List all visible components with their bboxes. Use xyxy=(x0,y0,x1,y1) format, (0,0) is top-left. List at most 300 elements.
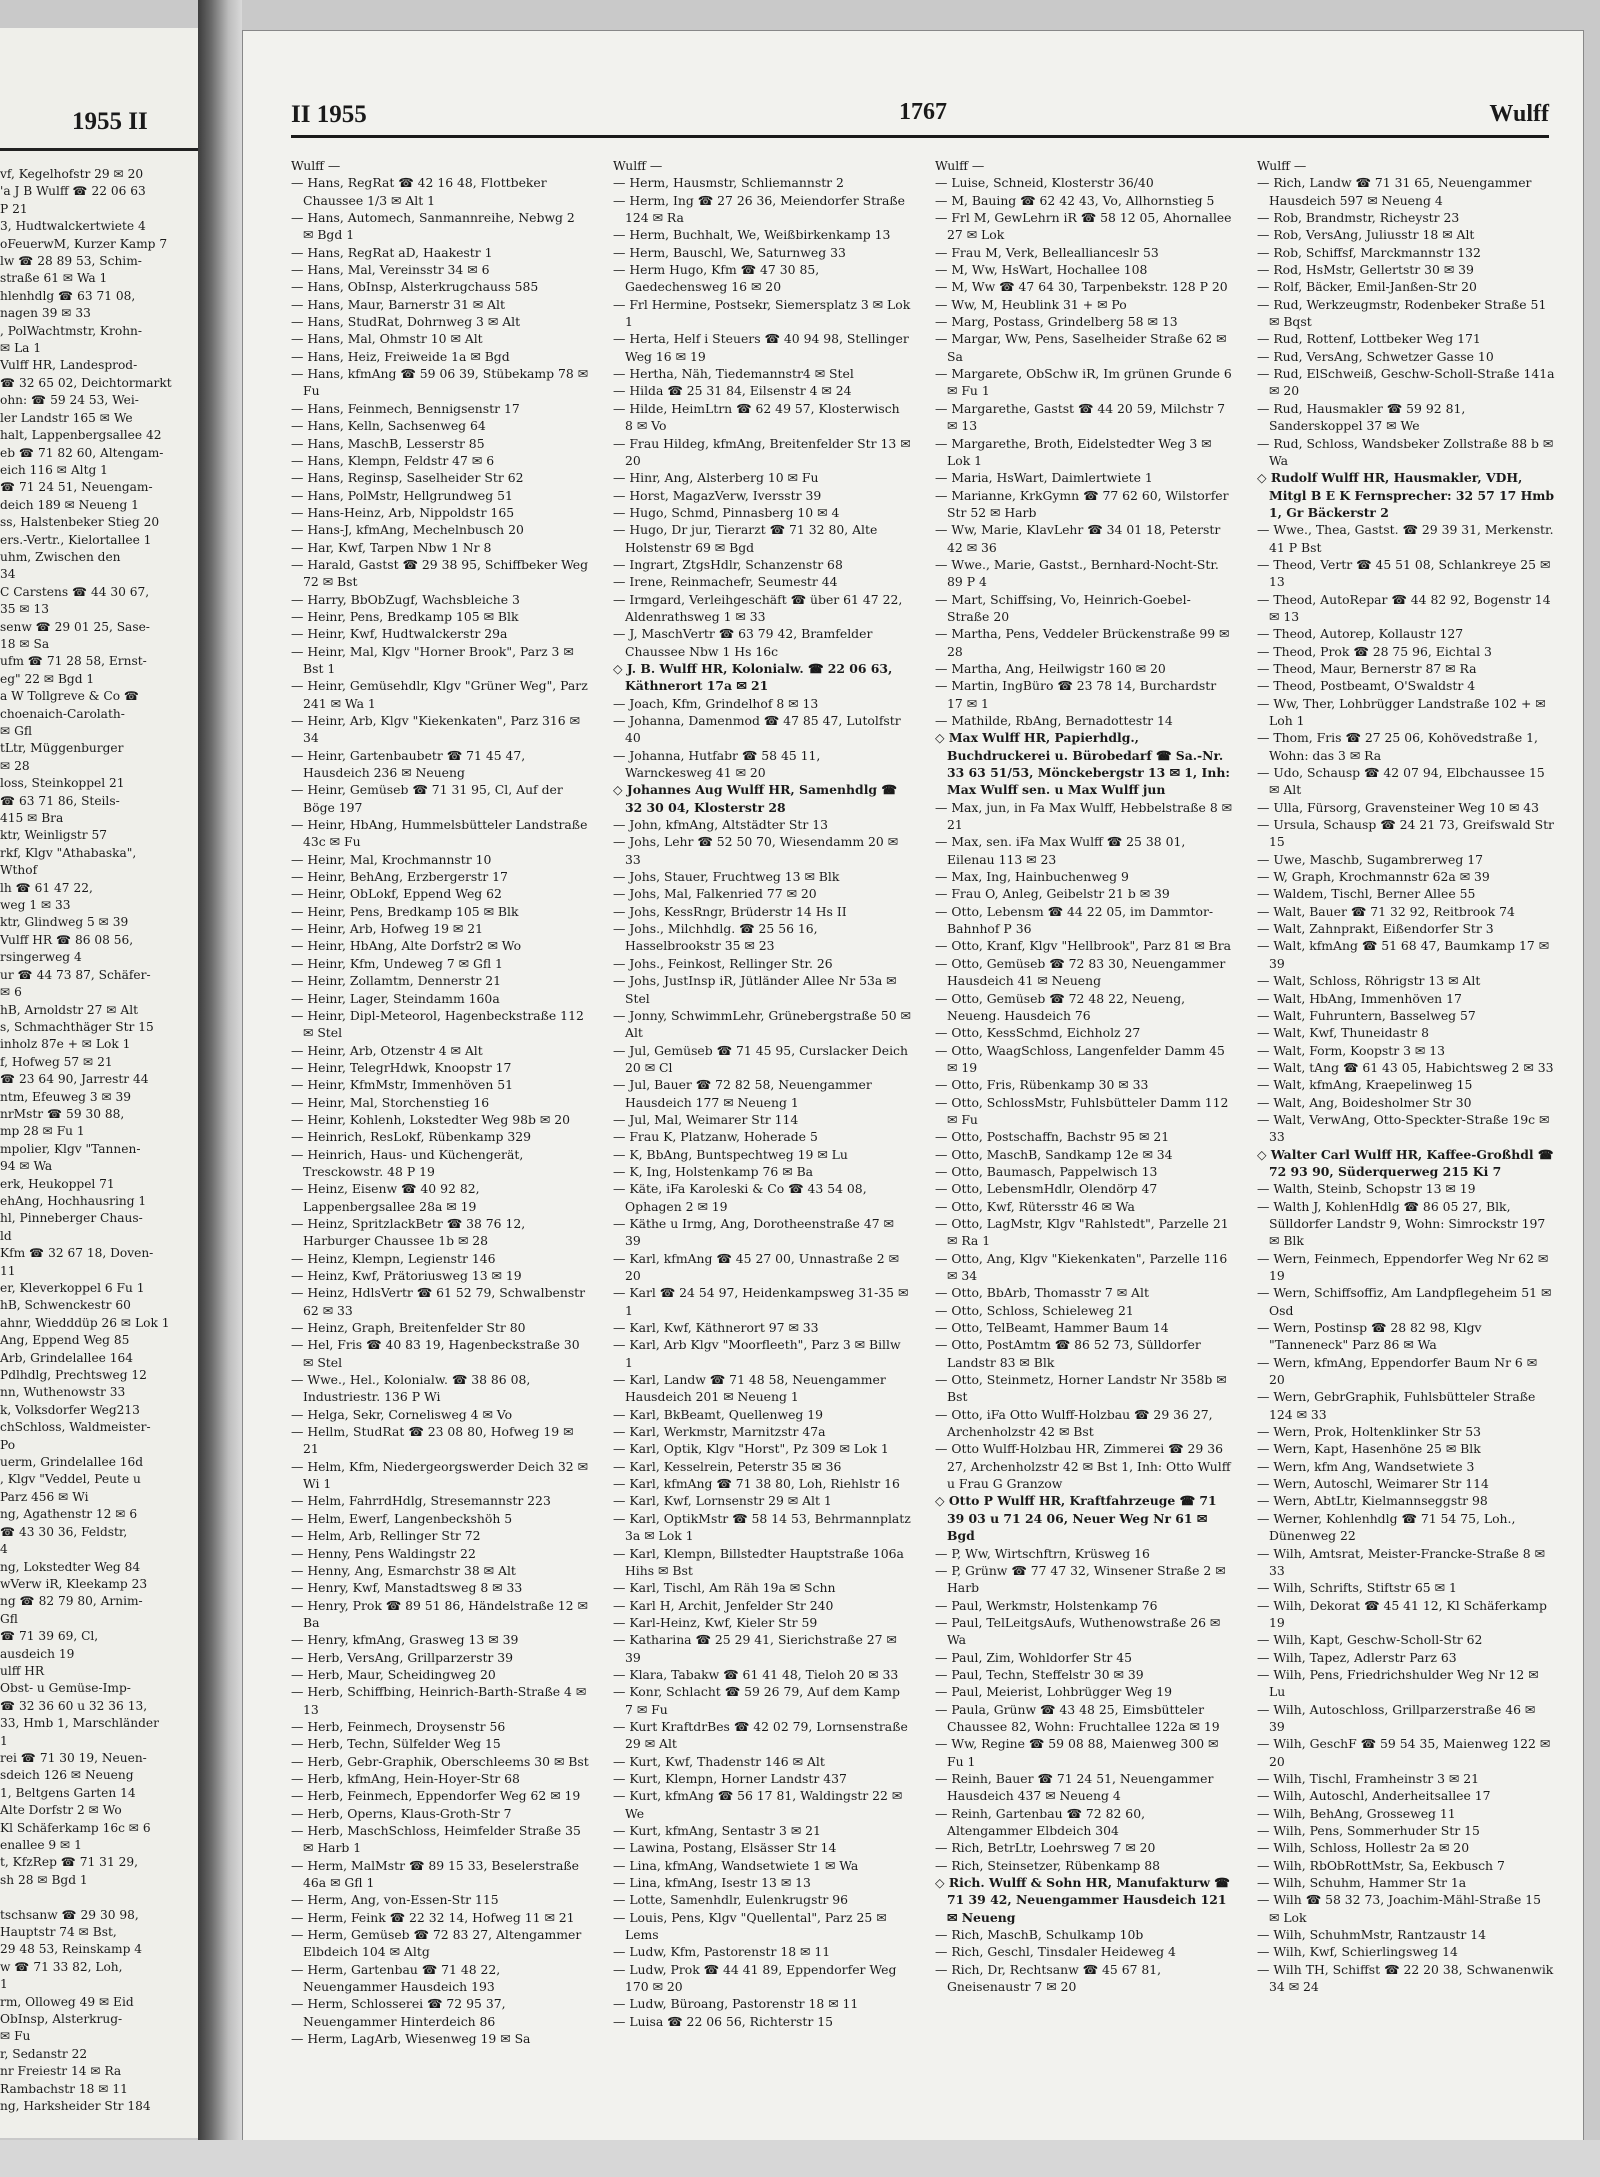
previous-page-line: hlenhdlg ☎ 63 71 08, xyxy=(0,288,136,303)
directory-entry: — Heinr, Gemüseb ☎ 71 31 95, Cl, Auf der Böge 197 xyxy=(291,782,563,815)
directory-entry: — Heinr, Mal, Klgv "Horner Brook", Parz 3 ✉ Bst 1 xyxy=(291,643,574,676)
directory-entry: — Wilh, Amtsrat, Meister-Francke-Straße 8 ✉ 33 xyxy=(1257,1545,1545,1578)
directory-entry: — Karl, Kwf, Käthnerort 97 ✉ 33 xyxy=(613,1320,819,1336)
directory-entry: — Karl, Kesselrein, Peterstr 35 ✉ 36 xyxy=(613,1458,842,1474)
directory-entry: — Käthe u Irmg, Ang, Dorotheenstraße 47 ✉ 39 xyxy=(613,1215,894,1249)
previous-page-line: k, Volksdorfer Weg213 xyxy=(0,1402,140,1417)
directory-entry: — Herm, Bauschl, We, Saturnweg 33 xyxy=(613,244,846,260)
directory-entry: — Wern, AbtLtr, Kielmannseggstr 98 xyxy=(1257,1493,1488,1509)
directory-entry: — Theod, AutoRepar ☎ 44 82 92, Bogenstr 14 ✉ 13 xyxy=(1257,591,1551,624)
previous-page-line: P 21 xyxy=(0,201,28,216)
directory-entry: — Wern, GebrGraphik, Fuhlsbütteler Straße 124 ✉ 33 xyxy=(1257,1389,1536,1422)
directory-entry: — Frau M, Verk, Belleallianceslr 53 xyxy=(935,244,1159,260)
previous-page-line: oFeuerwM, Kurzer Kamp 7 xyxy=(0,236,168,251)
directory-entry: — Herb, Operns, Klaus-Groth-Str 7 xyxy=(291,1805,512,1821)
directory-entry: — Kurt, Kwf, Thadenstr 146 ✉ Alt xyxy=(613,1753,825,1769)
directory-entry-firm: ◇ Otto P Wulff HR, Kraftfahrzeuge ☎ 71 39 03 u 71 24 06, Neuer Weg Nr 61 ✉ Bgd xyxy=(935,1493,1217,1544)
directory-entry: — Heinrich, ResLokf, Rübenkamp 329 xyxy=(291,1129,532,1145)
directory-entry: — Paul, TelLeitgsAufs, Wuthenowstraße 26 ✉ Wa xyxy=(935,1614,1221,1648)
directory-entry: — Martha, Ang, Heilwigstr 160 ✉ 20 xyxy=(935,660,1166,676)
directory-entry: — Hellm, StudRat ☎ 23 08 80, Hofweg 19 ✉ 21 xyxy=(291,1424,574,1457)
previous-page-line: nrMstr ☎ 59 30 88, xyxy=(0,1106,125,1121)
previous-page-line: loss, Steinkoppel 21 xyxy=(0,776,125,791)
directory-entry: — Katharina ☎ 25 29 41, Sierichstraße 27 ✉ 39 xyxy=(613,1632,897,1665)
previous-page-line: 33, Hmb 1, Marschländer xyxy=(0,1716,159,1731)
directory-entry: — Rich, MaschB, Schulkamp 10b xyxy=(935,1927,1144,1943)
previous-page-line: ng ☎ 82 79 80, Arnim- xyxy=(0,1594,143,1609)
directory-entry: — Karl, Kwf, Lornsenstr 29 ✉ Alt 1 xyxy=(613,1493,832,1509)
page-number: 1767 xyxy=(899,99,947,125)
directory-entry: — Hans, Heiz, Freiweide 1a ✉ Bgd xyxy=(291,348,510,364)
directory-entry: — Rolf, Bäcker, Emil-Janßen-Str 20 xyxy=(1257,279,1477,295)
previous-page-line: ufm ☎ 71 28 58, Ernst- xyxy=(0,654,147,669)
directory-entry: — Jonny, SchwimmLehr, Grünebergstraße 50 ✉ Alt xyxy=(613,1007,911,1041)
directory-entry: — Herm, Schlosserei ☎ 72 95 37, Neuengammer Hinterdeich 86 xyxy=(291,1996,506,2029)
previous-page-line: vf, Kegelhofstr 29 ✉ 20 xyxy=(0,167,144,181)
directory-entry-firm: ◇ Rudolf Wulff HR, Hausmakler, VDH, Mitgl B E K Fernsprecher: 32 57 17 Hmb 1, Gr Bäckerstr 2 xyxy=(1257,470,1555,520)
directory-entry: — Walt, Schloss, Röhrigstr 13 ✉ Alt xyxy=(1257,973,1481,989)
directory-entry: — Hans-Heinz, Arb, Nippoldstr 165 xyxy=(291,504,515,520)
previous-page-line: 1, Beltgens Garten 14 xyxy=(0,1785,136,1800)
previous-page-line: ☎ 32 36 60 u 32 36 13, xyxy=(0,1698,148,1713)
directory-entry: — Helm, Kfm, Niedergeorgswerder Deich 32 ✉ Wi 1 xyxy=(291,1458,588,1492)
scan-margin xyxy=(0,2140,1600,2177)
directory-entry: — Otto, TelBeamt, Hammer Baum 14 xyxy=(935,1320,1169,1336)
previous-page-line: 4 xyxy=(0,1542,8,1557)
directory-entry: — Rich, BetrLtr, Loehrsweg 7 ✉ 20 xyxy=(935,1840,1156,1856)
directory-entry: — Hugo, Dr jur, Tierarzt ☎ 71 32 80, Alte Holstenstr 69 ✉ Bgd xyxy=(613,522,878,555)
previous-page-line: ss, Halstenbeker Stieg 20 xyxy=(0,515,160,530)
directory-entry: — M, Ww ☎ 47 64 30, Tarpenbekstr. 128 P 20 xyxy=(935,279,1228,295)
directory-entry: — Walt, kfmAng ☎ 51 68 47, Baumkamp 17 ✉ 39 xyxy=(1257,938,1550,971)
directory-entry: — Herb, Feinmech, Eppendorfer Weg 62 ✉ 19 xyxy=(291,1788,581,1804)
directory-entry: — Wilh, Schloss, Hollestr 2a ✉ 20 xyxy=(1257,1840,1470,1856)
directory-entry: — Irmgard, Verleihgeschäft ☎ über 61 47 22, Aldenrathsweg 1 ✉ 33 xyxy=(613,591,903,624)
previous-page-line: ☎ 63 71 86, Steils- xyxy=(0,793,120,808)
directory-entry: — Heinr, Kwf, Hudtwalckerstr 29a xyxy=(291,626,508,642)
directory-entry: — Lina, kfmAng, Wandsetwiete 1 ✉ Wa xyxy=(613,1857,859,1873)
directory-entry: — Paul, Meierist, Lohbrügger Weg 19 xyxy=(935,1684,1172,1700)
directory-entry: — Frau K, Platzanw, Hoherade 5 xyxy=(613,1129,818,1145)
previous-page-line: Hauptstr 74 ✉ Bst, xyxy=(0,1925,117,1940)
directory-entry: — Max, Ing, Hainbuchenweg 9 xyxy=(935,869,1129,885)
directory-entry: — Heinr, Arb, Hofweg 19 ✉ 21 xyxy=(291,921,483,937)
previous-page-line: tLtr, Müggenburger xyxy=(0,741,124,756)
previous-page-line: eich 116 ✉ Altg 1 xyxy=(0,462,108,477)
directory-entry: — Marg, Postass, Grindelberg 58 ✉ 13 xyxy=(935,314,1178,330)
directory-entry: — Heinr, Mal, Storchenstieg 16 xyxy=(291,1094,490,1110)
previous-page-line: 34 xyxy=(0,567,16,582)
directory-entry: — Heinr, TelegrHdwk, Knoopstr 17 xyxy=(291,1059,512,1075)
directory-entry: — W, Graph, Krochmannstr 62a ✉ 39 xyxy=(1257,869,1490,885)
directory-entry: — Johanna, Damenmod ☎ 47 85 47, Lutolfstr 40 xyxy=(613,713,901,746)
directory-entry: — Wern, Autoschl, Weimarer Str 114 xyxy=(1257,1476,1489,1492)
page-edition: II 1955 xyxy=(291,101,367,128)
directory-entry: — Hans, StudRat, Dohrnweg 3 ✉ Alt xyxy=(291,314,521,330)
previous-page-line: Kfm ☎ 32 67 18, Doven- xyxy=(0,1246,154,1261)
directory-entry: — Karl, Klempn, Billstedter Hauptstraße 106a Hihs ✉ Bst xyxy=(613,1545,904,1578)
directory-entry: — Heinr, Gartenbaubetr ☎ 71 45 47, Hausdeich 236 ✉ Neueng xyxy=(291,747,526,781)
previous-page-line: ✉ Fu xyxy=(0,2029,31,2044)
directory-entry: — Wilh TH, Schiffst ☎ 22 20 38, Schwanenwik 34 ✉ 24 xyxy=(1257,1961,1554,1995)
directory-entry: — Walt, tAng ☎ 61 43 05, Habichtsweg 2 ✉ 33 xyxy=(1257,1059,1554,1075)
directory-entry: — Karl, kfmAng ☎ 45 27 00, Unnastraße 2 ✉ 20 xyxy=(613,1250,899,1283)
previous-page-line: chSchloss, Waldmeister- xyxy=(0,1420,151,1435)
previous-page-line: lw ☎ 28 89 53, Schim- xyxy=(0,254,142,269)
previous-page-line: sdeich 126 ✉ Neueng xyxy=(0,1768,134,1783)
directory-entry: — Hinr, Ang, Alsterberg 10 ✉ Fu xyxy=(613,470,819,486)
previous-page-line: 1 xyxy=(0,1977,8,1992)
previous-page-line: ✉ 28 xyxy=(0,758,30,773)
page-running-head: Wulff xyxy=(1489,101,1549,127)
previous-page-line: inholz 87e + ✉ Lok 1 xyxy=(0,1037,131,1052)
directory-entry: — Rud, Schloss, Wandsbeker Zollstraße 88 b ✉ Wa xyxy=(1257,435,1554,468)
column-heading: Wulff — xyxy=(291,158,341,173)
directory-entry: — Irene, Reinmachefr, Seumestr 44 xyxy=(613,574,838,590)
previous-page-line: enallee 9 ✉ 1 xyxy=(0,1838,82,1852)
previous-page-line: rm, Olloweg 49 ✉ Eid xyxy=(0,1994,134,2009)
directory-entry: — Marianne, KrkGymn ☎ 77 62 60, Wilstorfer Str 52 ✉ Harb xyxy=(935,487,1229,520)
previous-page-line: ☎ 23 64 90, Jarrestr 44 xyxy=(0,1072,149,1087)
directory-entry: — Hans-J, kfmAng, Mechelnbusch 20 xyxy=(291,522,524,538)
directory-entry: — Paul, Zim, Wohldorfer Str 45 xyxy=(935,1649,1133,1665)
directory-entry: — Hans, Mal, Ohmstr 10 ✉ Alt xyxy=(291,331,483,347)
previous-page-line: uhm, Zwischen den xyxy=(0,549,121,564)
directory-entry: — Wern, Prok, Holtenklinker Str 53 xyxy=(1257,1424,1482,1440)
directory-entry: — Walt, Zahnprakt, Eißendorfer Str 3 xyxy=(1257,921,1494,937)
directory-entry: — Otto, Steinmetz, Horner Landstr Nr 358b ✉ Bst xyxy=(935,1372,1227,1405)
directory-entry: — Theod, Prok ☎ 28 75 96, Eichtal 3 xyxy=(1257,643,1492,659)
previous-page-line: r, Sedanstr 22 xyxy=(0,2046,88,2061)
directory-entry: — Heinz, SpritzlackBetr ☎ 38 76 12, Harburger Chaussee 1b ✉ 28 xyxy=(291,1215,526,1249)
directory-entry-firm: ◇ Walter Carl Wulff HR, Kaffee-Großhdl ☎ 72 93 90, Süderquerweg 215 Ki 7 xyxy=(1257,1146,1554,1179)
directory-entry: — Herb, Schiffbing, Heinrich-Barth-Straße 4 ✉ 13 xyxy=(291,1684,587,1717)
previous-page-line: 35 ✉ 13 xyxy=(0,602,49,617)
directory-entry: — Maria, HsWart, Daimlertwiete 1 xyxy=(935,470,1153,486)
directory-entry: — Herm, Feink ☎ 22 32 14, Hofweg 11 ✉ 21 xyxy=(291,1909,575,1925)
directory-entry: — Wern, Schiffsoffiz, Am Landpflegeheim 51 ✉ Osd xyxy=(1257,1285,1552,1318)
directory-entry: — Wern, Postinsp ☎ 28 82 98, Klgv "Tanneneck" Parz 86 ✉ Wa xyxy=(1257,1320,1482,1353)
directory-entry: — Frl Hermine, Postsekr, Siemersplatz 3 ✉ Lok 1 xyxy=(613,296,911,330)
column-heading: Wulff — xyxy=(935,158,985,173)
directory-entry: — Herb, Techn, Sülfelder Weg 15 xyxy=(291,1736,501,1752)
directory-entry: — Otto, PostAmtm ☎ 86 52 73, Sülldorfer Landstr 83 ✉ Blk xyxy=(935,1337,1201,1370)
directory-entry: — Heinrich, Haus- und Küchengerät, Tresckowstr. 48 P 19 xyxy=(291,1146,524,1179)
directory-page xyxy=(242,30,1584,2142)
directory-entry: — Johanna, Hutfabr ☎ 58 45 11, Warnckesweg 41 ✉ 20 xyxy=(613,747,821,781)
directory-entry: — Herb, MaschSchloss, Heimfelder Straße 35 ✉ Harb 1 xyxy=(291,1823,581,1856)
column-2 xyxy=(613,157,911,2107)
previous-page-line: ✉ La 1 xyxy=(0,341,42,356)
previous-page-line: ng, Lokstedter Weg 84 xyxy=(0,1559,141,1574)
directory-entry: — Theod, Postbeamt, O'Swaldstr 4 xyxy=(1257,678,1476,694)
directory-entry: — Rud, VersAng, Schwetzer Gasse 10 xyxy=(1257,348,1494,364)
directory-entry: — Henry, Kwf, Manstadtsweg 8 ✉ 33 xyxy=(291,1580,523,1596)
previous-page-line: w ☎ 71 33 82, Loh, xyxy=(0,1959,123,1974)
directory-columns xyxy=(291,157,1553,2107)
directory-entry: — Helm, Ewerf, Langenbeckshöh 5 xyxy=(291,1510,513,1526)
directory-entry: — Heinz, Eisenw ☎ 40 92 82, Lappenbergsallee 28a ✉ 19 xyxy=(291,1181,480,1214)
directory-entry: — Hans, Kelln, Sachsenweg 64 xyxy=(291,418,486,434)
directory-entry: — Hans, kfmAng ☎ 59 06 39, Stübekamp 78 ✉ Fu xyxy=(291,366,589,399)
directory-entry: — Otto, Baumasch, Pappelwisch 13 xyxy=(935,1163,1158,1179)
directory-entry: — Rich, Dr, Rechtsanw ☎ 45 67 81, Gneisenaustr 7 ✉ 20 xyxy=(935,1961,1162,1995)
directory-entry: — Reinh, Gartenbau ☎ 72 82 60, Altengammer Elbdeich 304 xyxy=(935,1805,1146,1838)
directory-entry: — Joach, Kfm, Grindelhof 8 ✉ 13 xyxy=(613,695,819,711)
directory-entry: — Wilh, BehAng, Grosseweg 11 xyxy=(1257,1805,1456,1821)
previous-page-line: ng, Agathenstr 12 ✉ 6 xyxy=(0,1507,138,1522)
directory-entry: — Walt, Ang, Boidesholmer Str 30 xyxy=(1257,1094,1472,1110)
directory-entry: — Otto, Kranf, Klgv "Hellbrook", Parz 81 ✉ Bra xyxy=(935,938,1232,954)
directory-entry: — Helm, FahrrdHdlg, Stresemannstr 223 xyxy=(291,1493,551,1509)
previous-page-line: s, Schmachthäger Str 15 xyxy=(0,1019,154,1034)
previous-page-line: C Carstens ☎ 44 30 67, xyxy=(0,584,150,599)
directory-entry: — Otto, iFa Otto Wulff-Holzbau ☎ 29 36 27, Archenholzstr 42 ✉ Bst xyxy=(935,1406,1213,1440)
directory-entry: — Wilh, Autoschloss, Grillparzerstraße 46 ✉ 39 xyxy=(1257,1701,1536,1734)
previous-page-line: ehAng, Hochhausring 1 xyxy=(0,1193,147,1208)
previous-page-line: f, Hofweg 57 ✉ 21 xyxy=(0,1054,113,1069)
directory-entry: — Herb, VersAng, Grillparzerstr 39 xyxy=(291,1649,514,1665)
directory-entry: — Otto Wulff-Holzbau HR, Zimmerei ☎ 29 36 27, Archenholzstr 42 ✉ Bst 1, Inh: Otto Wulff u Frau G Granzow xyxy=(935,1441,1231,1492)
previous-page-line: rsingerweg 4 xyxy=(0,950,82,965)
directory-entry: — Herm, Ang, von-Essen-Str 115 xyxy=(291,1892,499,1908)
previous-page-line: rei ☎ 71 30 19, Neuen- xyxy=(0,1750,147,1765)
directory-entry: — Johs, Stauer, Fruchtweg 13 ✉ Blk xyxy=(613,869,840,885)
previous-page-line: Pdlhdlg, Prechtsweg 12 xyxy=(0,1368,147,1383)
directory-entry: — Paul, Werkmstr, Holstenkamp 76 xyxy=(935,1597,1158,1613)
directory-entry: — Otto, MaschB, Sandkamp 12e ✉ 34 xyxy=(935,1146,1173,1162)
directory-entry: — Heinr, Gemüsehdlr, Klgv "Grüner Weg", Parz 241 ✉ Wa 1 xyxy=(291,678,588,711)
directory-entry: — Herm Hugo, Kfm ☎ 47 30 85, Gaedechensweg 16 ✉ 20 xyxy=(613,262,820,295)
directory-entry: — Ludw, Kfm, Pastorenstr 18 ✉ 11 xyxy=(613,1944,831,1960)
directory-entry: — Lina, kfmAng, Isestr 13 ✉ 13 xyxy=(613,1875,811,1891)
directory-entry: — Paula, Grünw ☎ 43 48 25, Eimsbütteler Chaussee 82, Wohn: Fruchtallee 122a ✉ 19 xyxy=(935,1701,1220,1734)
directory-entry: — Wwe., Hel., Kolonialw. ☎ 38 86 08, Industriestr. 136 P Wi xyxy=(291,1372,531,1405)
previous-page-line: sh 28 ✉ Bgd 1 xyxy=(0,1872,88,1887)
directory-entry: — Wilh, Pens, Friedrichshulder Weg Nr 12 ✉ Lu xyxy=(1257,1666,1539,1700)
directory-entry: — Otto, Gemüseb ☎ 72 83 30, Neuengammer Hausdeich 41 ✉ Neueng xyxy=(935,955,1226,989)
directory-entry: — Heinz, HdlsVertr ☎ 61 52 79, Schwalbenstr 62 ✉ 33 xyxy=(291,1285,586,1318)
directory-entry: — K, BbAng, Buntspechtweg 19 ✉ Lu xyxy=(613,1146,848,1162)
directory-entry: — Ursula, Schausp ☎ 24 21 73, Greifswald Str 15 xyxy=(1257,817,1554,850)
directory-entry: — Helm, Arb, Rellinger Str 72 xyxy=(291,1528,481,1544)
directory-entry: — Walt, Bauer ☎ 71 32 92, Reitbrook 74 xyxy=(1257,903,1515,919)
directory-entry: — Herm, Buchhalt, We, Weißbirkenkamp 13 xyxy=(613,227,891,243)
directory-entry: — Wilh, SchuhmMstr, Rantzaustr 14 xyxy=(1257,1927,1487,1943)
directory-entry: — Heinr, HbAng, Hummelsbütteler Landstraße 43c ✉ Fu xyxy=(291,817,588,850)
directory-entry: — Luise, Schneid, Klosterstr 36/40 xyxy=(935,175,1154,191)
directory-entry: — Har, Kwf, Tarpen Nbw 1 Nr 8 xyxy=(291,539,492,555)
previous-page-line: nn, Wuthenowstr 33 xyxy=(0,1385,126,1400)
directory-entry: — Heinr, Kfm, Undeweg 7 ✉ Gfl 1 xyxy=(291,955,503,971)
previous-page-header xyxy=(0,88,198,151)
directory-entry: — Johs, Mal, Falkenried 77 ✉ 20 xyxy=(613,886,817,902)
directory-entry: — Otto, Kwf, Rütersstr 46 ✉ Wa xyxy=(935,1198,1135,1214)
previous-page-line: ausdeich 19 xyxy=(0,1646,75,1661)
directory-entry: — Herm, Ing ☎ 27 26 36, Meiendorfer Straße 124 ✉ Ra xyxy=(613,192,905,226)
directory-entry: — Hans, PolMstr, Hellgrundweg 51 xyxy=(291,487,513,503)
directory-entry: — Ulla, Fürsorg, Gravensteiner Weg 10 ✉ 43 xyxy=(1257,799,1540,815)
directory-entry: — Max, sen. iFa Max Wulff ☎ 25 38 01, Eilenau 113 ✉ 23 xyxy=(935,834,1186,867)
directory-entry: — Wilh ☎ 58 32 73, Joachim-Mähl-Straße 15 ✉ Lok xyxy=(1257,1892,1542,1925)
directory-entry: — Walt, Kwf, Thuneidastr 8 xyxy=(1257,1025,1429,1041)
directory-entry: — Lawina, Postang, Elsässer Str 14 xyxy=(613,1840,837,1856)
directory-entry: — K, Ing, Holstenkamp 76 ✉ Ba xyxy=(613,1163,814,1179)
previous-page-line: ktr, Glindweg 5 ✉ 39 xyxy=(0,915,129,930)
directory-entry: — Herm, Gartenbau ☎ 71 48 22, Neuengammer Hausdeich 193 xyxy=(291,1961,501,1995)
directory-entry: — Heinr, Arb, Klgv "Kiekenkaten", Parz 316 ✉ 34 xyxy=(291,713,580,746)
directory-entry: — Ludw, Prok ☎ 44 41 89, Eppendorfer Weg 170 ✉ 20 xyxy=(613,1961,897,1995)
directory-entry: — Ingrart, ZtgsHdlr, Schanzenstr 68 xyxy=(613,556,843,572)
directory-entry: — Henry, Prok ☎ 89 51 86, Händelstraße 12 ✉ Ba xyxy=(291,1597,588,1630)
previous-page-line: 1 xyxy=(0,1733,8,1748)
directory-entry: — Wilh, Autoschl, Anderheitsallee 17 xyxy=(1257,1788,1491,1804)
previous-page-line: Alte Dorfstr 2 ✉ Wo xyxy=(0,1803,122,1818)
directory-entry: — Wilh, Schuhm, Hammer Str 1a xyxy=(1257,1875,1467,1891)
directory-entry: — Karl, Arb Klgv "Moorfleeth", Parz 3 ✉ Billw 1 xyxy=(613,1337,901,1370)
directory-entry: — Hans, MaschB, Lesserstr 85 xyxy=(291,435,485,451)
directory-entry: — Herm, Hausmstr, Schliemannstr 2 xyxy=(613,175,844,191)
directory-entry: — Heinr, Pens, Bredkamp 105 ✉ Blk xyxy=(291,608,519,624)
directory-entry: — Margar, Ww, Pens, Saselheider Straße 62 ✉ Sa xyxy=(935,331,1227,364)
previous-page-line: Arb, Grindelallee 164 xyxy=(0,1350,134,1365)
directory-entry: — Wilh, Tischl, Framheinstr 3 ✉ 21 xyxy=(1257,1770,1479,1786)
directory-entry: — Walt, kfmAng, Kraepelinweg 15 xyxy=(1257,1077,1473,1093)
previous-page-line: 11 xyxy=(0,1263,16,1278)
directory-entry: — Hilda ☎ 25 31 84, Eilsenstr 4 ✉ 24 xyxy=(613,383,852,399)
directory-entry: — Paul, Techn, Steffelstr 30 ✉ 39 xyxy=(935,1666,1144,1682)
directory-entry: — Walt, HbAng, Immenhöven 17 xyxy=(1257,990,1462,1006)
directory-entry: — Otto, Fris, Rübenkamp 30 ✉ 33 xyxy=(935,1077,1149,1093)
directory-entry: — Kurt, kfmAng, Sentastr 3 ✉ 21 xyxy=(613,1823,821,1838)
previous-page-line: Vulff HR ☎ 86 08 56, xyxy=(0,932,134,947)
previous-page-line: a W Tollgreve & Co ☎ xyxy=(0,689,140,704)
directory-entry: — Hans, Feinmech, Bennigsenstr 17 xyxy=(291,400,520,416)
previous-page-title: 1955 II xyxy=(72,108,148,135)
directory-entry: — Wern, kfmAng, Eppendorfer Baum Nr 6 ✉ 20 xyxy=(1257,1354,1538,1388)
directory-entry: — Otto, BbArb, Thomasstr 7 ✉ Alt xyxy=(935,1285,1149,1301)
directory-entry: — Mart, Schiffsing, Vo, Heinrich-Goebel-Straße 20 xyxy=(935,591,1191,624)
previous-page-line: Parz 456 ✉ Wi xyxy=(0,1489,89,1504)
directory-entry: — Harald, Gastst ☎ 29 38 95, Schiffbeker Weg 72 ✉ Bst xyxy=(291,556,589,590)
directory-entry: — Wilh, Tapez, Adlerstr Parz 63 xyxy=(1257,1649,1457,1665)
directory-entry: — P, Ww, Wirtschftrn, Krüsweg 16 xyxy=(935,1545,1150,1561)
previous-page-line: 29 48 53, Reinskamp 4 xyxy=(0,1942,143,1957)
column-heading: Wulff — xyxy=(1257,158,1307,173)
directory-entry: — Rud, Hausmakler ☎ 59 92 81, Sanderskoppel 37 ✉ We xyxy=(1257,400,1466,434)
previous-page-line: lh ☎ 61 47 22, xyxy=(0,880,93,895)
book-gutter xyxy=(198,0,242,2177)
directory-entry: — Udo, Schausp ☎ 42 07 94, Elbchaussee 15 ✉ Alt xyxy=(1257,765,1545,798)
directory-entry: — Heinr, Arb, Otzenstr 4 ✉ Alt xyxy=(291,1042,483,1058)
directory-entry: — Walt, Fuhruntern, Basselweg 57 xyxy=(1257,1007,1476,1023)
directory-entry: — Hans, Maur, Barnerstr 31 ✉ Alt xyxy=(291,296,505,312)
directory-entry: — Konr, Schlacht ☎ 59 26 79, Auf dem Kamp 7 ✉ Fu xyxy=(613,1684,900,1717)
directory-entry: — Wilh, RbObRottMstr, Sa, Eekbusch 7 xyxy=(1257,1857,1505,1873)
directory-entry: — Herm, MalMstr ☎ 89 15 33, Beselerstraße 46a ✉ Gfl 1 xyxy=(291,1857,579,1891)
directory-entry: — Waldem, Tischl, Berner Allee 55 xyxy=(1257,886,1476,902)
previous-page-line: ✉ 6 xyxy=(0,985,22,1000)
previous-page-line: , PolWachtmstr, Krohn- xyxy=(0,323,143,338)
previous-page-line: nr Freiestr 14 ✉ Ra xyxy=(0,2064,122,2079)
directory-entry: — Heinr, HbAng, Alte Dorfstr2 ✉ Wo xyxy=(291,938,522,954)
directory-entry: — Karl, BkBeamt, Quellenweg 19 xyxy=(613,1406,824,1422)
directory-entry: — Ludw, Büroang, Pastorenstr 18 ✉ 11 xyxy=(613,1996,859,2012)
directory-entry: — Walth, Steinb, Schopstr 13 ✉ 19 xyxy=(1257,1181,1476,1197)
directory-entry: — Heinr, KfmMstr, Immenhöven 51 xyxy=(291,1077,514,1093)
directory-entry: — Kurt, Klempn, Horner Landstr 437 xyxy=(613,1770,847,1786)
previous-page-line: er, Kleverkoppel 6 Fu 1 xyxy=(0,1281,145,1295)
directory-entry: — Ww, Marie, KlavLehr ☎ 34 01 18, Peterstr 42 ✉ 36 xyxy=(935,522,1221,555)
directory-entry: — Otto, Postschaffn, Bachstr 95 ✉ 21 xyxy=(935,1129,1170,1145)
previous-page-line: wVerw iR, Kleekamp 23 xyxy=(0,1576,148,1591)
directory-entry: — Wern, Feinmech, Eppendorfer Weg Nr 62 ✉ 19 xyxy=(1257,1250,1549,1283)
directory-entry: — Herm, LagArb, Wiesenweg 19 ✉ Sa xyxy=(291,2031,531,2047)
previous-page-line: ahnr, Wiedddüp 26 ✉ Lok 1 xyxy=(0,1315,170,1330)
previous-page-line: Po xyxy=(0,1437,16,1452)
directory-entry: — Hugo, Schmd, Pinnasberg 10 ✉ 4 xyxy=(613,504,840,520)
previous-page-line: choenaich-Carolath- xyxy=(0,706,125,721)
directory-entry: — Helga, Sekr, Cornelisweg 4 ✉ Vo xyxy=(291,1406,513,1422)
directory-entry: — Otto, SchlossMstr, Fuhlsbütteler Damm 112 ✉ Fu xyxy=(935,1094,1229,1127)
directory-entry: — Heinz, Kwf, Prätoriusweg 13 ✉ 19 xyxy=(291,1268,522,1283)
directory-entry: — Frau O, Anleg, Geibelstr 21 b ✉ 39 xyxy=(935,886,1170,902)
directory-entry: — Otto, LebensmHdlr, Olendörp 47 xyxy=(935,1181,1158,1197)
previous-page-line: ktr, Weinligstr 57 xyxy=(0,828,107,843)
directory-entry: — Rud, ElSchweiß, Geschw-Scholl-Straße 141a ✉ 20 xyxy=(1257,366,1555,399)
previous-page-line: erk, Heukoppel 71 xyxy=(0,1176,115,1191)
previous-page-line: halt, Lappenbergsallee 42 xyxy=(0,428,162,443)
previous-page-line: ohn: ☎ 59 24 53, Wei- xyxy=(0,393,139,408)
directory-entry: — Otto, Gemüseb ☎ 72 48 22, Neueng, Neueng. Hausdeich 76 xyxy=(935,990,1186,1023)
directory-entry: — Heinr, Zollamtm, Dennerstr 21 xyxy=(291,973,502,989)
directory-entry-firm: ◇ Max Wulff HR, Papierhdlg., Buchdruckerei u. Bürobedarf ☎ Sa.-Nr. 33 63 51/53, Mönckebergstr 13 ✉ 1, Inh: Max Wulff sen. u Max Wulff jun xyxy=(935,730,1230,798)
page-header xyxy=(291,79,1549,138)
directory-entry: — Wilh, Kwf, Schierlingsweg 14 xyxy=(1257,1944,1458,1960)
directory-entry: — Mathilde, RbAng, Bernadottestr 14 xyxy=(935,713,1173,728)
previous-page-line: ☎ 71 24 51, Neuengam- xyxy=(0,480,153,495)
directory-entry: — Margarethe, Gastst ☎ 44 20 59, Milchstr 7 ✉ 13 xyxy=(935,400,1226,434)
previous-page-line: Ang, Eppend Weg 85 xyxy=(0,1333,130,1348)
directory-entry: — Otto, KessSchmd, Eichholz 27 xyxy=(935,1025,1141,1041)
directory-entry: — Otto, WaagSchloss, Langenfelder Damm 45 ✉ 19 xyxy=(935,1042,1225,1075)
previous-page-line: ng, Harksheider Str 184 xyxy=(0,2099,151,2114)
previous-page-line: uerm, Grindelallee 16d xyxy=(0,1455,144,1470)
previous-page-line: deich 189 ✉ Neueng 1 xyxy=(0,497,139,512)
directory-entry: — Jul, Mal, Weimarer Str 114 xyxy=(613,1111,799,1127)
directory-entry: — Heinr, Kohlenh, Lokstedter Weg 98b ✉ 20 xyxy=(291,1111,570,1127)
directory-entry: — Martin, IngBüro ☎ 23 78 14, Burchardstr 17 ✉ 1 xyxy=(935,678,1217,711)
directory-entry: — Henry, kfmAng, Grasweg 13 ✉ 39 xyxy=(291,1632,519,1648)
directory-entry: — Rich, Steinsetzer, Rübenkamp 88 xyxy=(935,1857,1160,1873)
directory-entry: — Martha, Pens, Veddeler Brückenstraße 99 ✉ 28 xyxy=(935,626,1230,659)
previous-page-line: ers.-Vertr., Kielortallee 1 xyxy=(0,532,152,547)
directory-entry: — Walt, Form, Koopstr 3 ✉ 13 xyxy=(1257,1042,1446,1058)
previous-page-line: ObInsp, Alsterkrug- xyxy=(0,2012,123,2027)
previous-page-line: ☎ 32 65 02, Deichtormarkt xyxy=(0,375,172,390)
directory-entry: — Walt, VerwAng, Otto-Speckter-Straße 19c ✉ 33 xyxy=(1257,1111,1550,1145)
directory-entry: — Karl, kfmAng ☎ 71 38 80, Loh, Riehlstr 16 xyxy=(613,1476,900,1492)
previous-page-line: weg 1 ✉ 33 xyxy=(0,898,71,913)
previous-page-line: Kl Schäferkamp 16c ✉ 6 xyxy=(0,1820,151,1835)
directory-entry: — Harry, BbObZugf, Wachsbleiche 3 xyxy=(291,591,520,607)
previous-page-column xyxy=(0,166,199,2116)
directory-entry: — Margarete, ObSchw iR, Im grünen Grunde 6 ✉ Fu 1 xyxy=(935,366,1232,399)
directory-entry: — Wwe., Marie, Gastst., Bernhard-Nocht-Str. 89 P 4 xyxy=(935,556,1219,590)
directory-entry: — Johs., Feinkost, Rellinger Str. 26 xyxy=(613,955,833,971)
previous-page-line xyxy=(0,1889,199,1906)
directory-entry: — Wilh, Pens, Sommerhuder Str 15 xyxy=(1257,1823,1480,1838)
